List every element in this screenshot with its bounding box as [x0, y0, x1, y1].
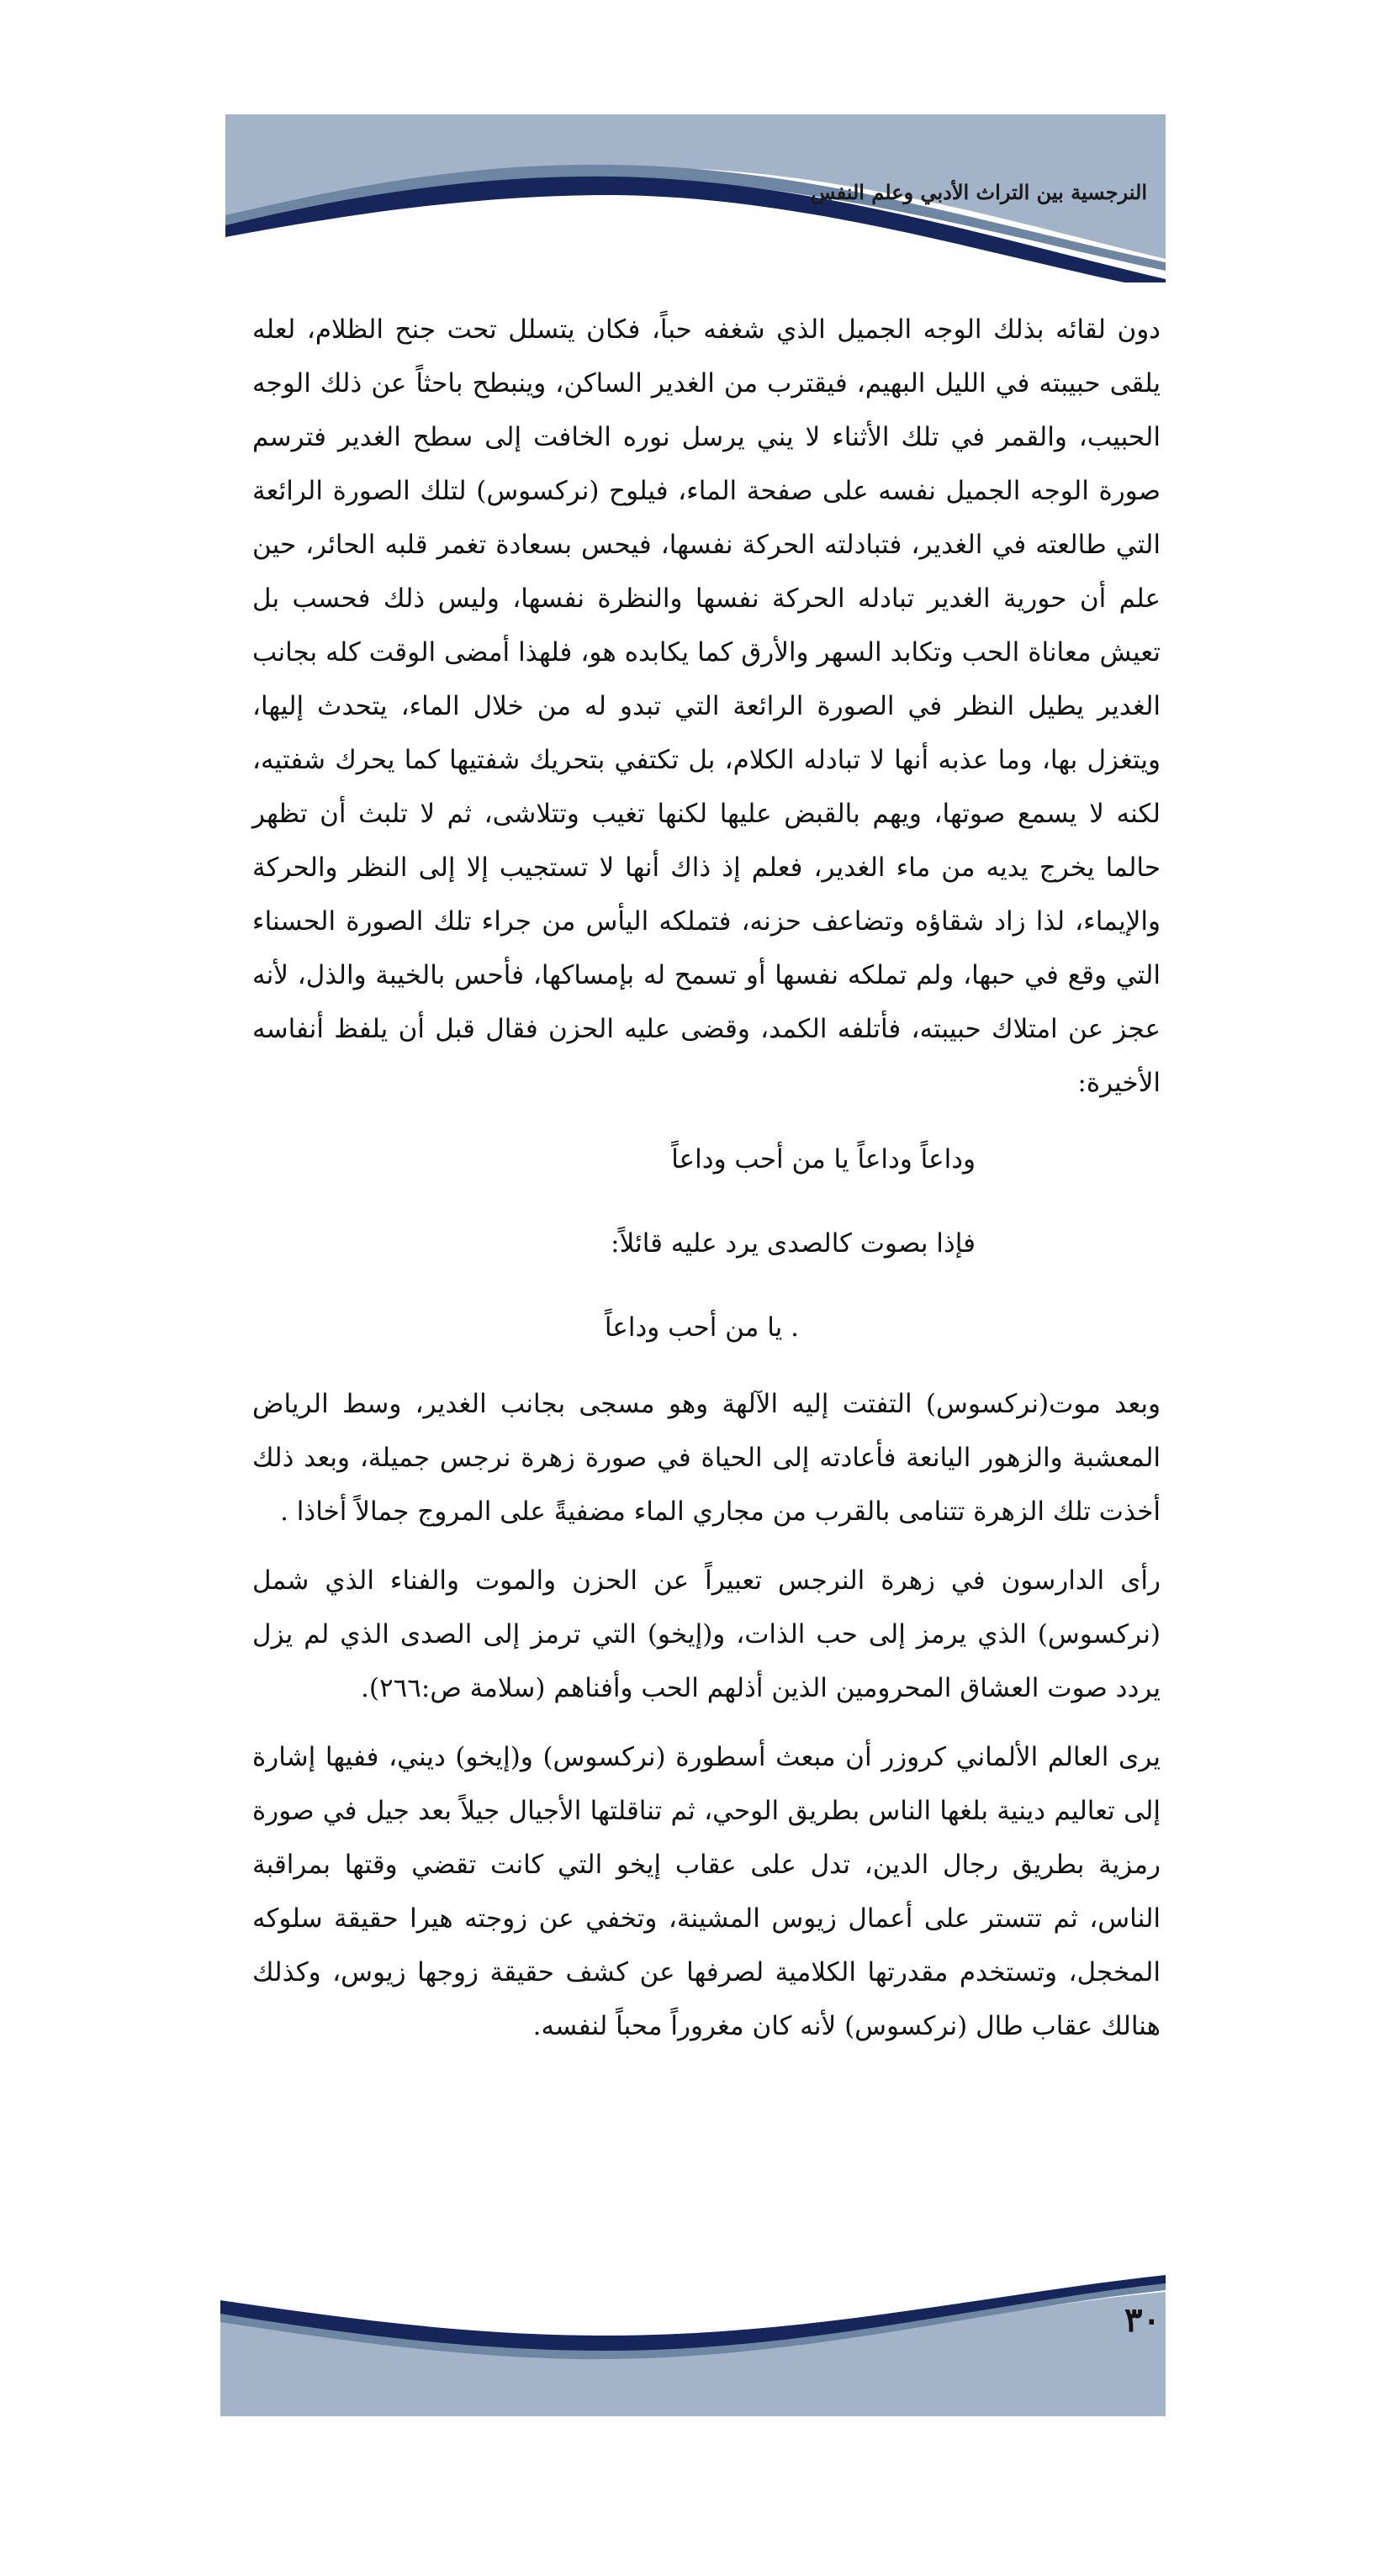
- footer-wave-band: [220, 2275, 1166, 2416]
- verse-line-3: . يا من أحب وداعاً: [604, 1312, 799, 1343]
- paragraph-1: دون لقائه بذلك الوجه الجميل الذي شغفه حباً، فكان يتسلل تحت جنح الظلام، لعله يلقى حبيبته في الليل البهيم، فيقترب من الغدير الساكن، وينبطح باحثاً عن ذلك الوجه الحبيب، والقمر في تلك الأثناء لا يني يرسل نوره الخافت إلى سطح الغدير فترسم صورة الوجه الجميل نفسه على صفحة الماء، فيلوح (نركسوس) لتلك الصورة الرائعة التي طالعته في الغدير، فتبادلته الحركة نفسها، فيحس بسعادة تغمر قلبه الحائر، حين علم أن حورية الغدير تبادله الحركة نفسها والنظرة نفسها، وليس ذلك فحسب بل تعيش معاناة الحب وتكابد السهر والأرق كما يكابده هو، فلهذا أمضى الوقت كله بجانب الغدير يطيل النظر في الصورة الرائعة التي تبدو له من خلال الماء، يتحدث إليها، ويتغزل بها، وما عذبه أنها لا تبادله الكلام، بل تكتفي بتحريك شفتيها كما يحرك شفتيه، لكنه لا يسمع صوتها، ويهم بالقبض عليها لكنها تغيب وتتلاشى، ثم لا تلبث أن تظهر حالما يخرج يديه من ماء الغدير، فعلم إذ ذاك أنها لا تستجيب إلا إلى النظر والحركة والإيماء، لذا زاد شقاؤه وتضاعف حزنه، فتملكه اليأس من جراء تلك الصورة الحسناء التي وقع في حبها، ولم تملكه نفسها أو تسمح له بإمساكها، فأحس بالخيبة والذل، لأنه عجز عن امتلاك حبيبته، فأتلفه الكمد، وقضى عليه الحزن فقال قبل أن يلفظ أنفاسه الأخيرة:: [252, 314, 1161, 1098]
- paragraph-2: وبعد موت(نركسوس) التفتت إليه الآلهة وهو مسجى بجانب الغدير، وسط الرياض المعشبة والزهور اليانعة فأعادته إلى الحياة في صورة زهرة نرجس جميلة، وبعد ذلك أخذت تلك الزهرة تتنامى بالقرب من مجاري الماء مضفيةً على المروج جمالاً أخاذا .: [252, 1389, 1161, 1527]
- paragraph-3: رأى الدارسون في زهرة النرجس تعبيراً عن الحزن والموت والفناء الذي شمل (نركسوس) الذي يرمز إلى حب الذات، و(إيخو) التي ترمز إلى الصدى الذي لم يزل يردد صوت العشاق المحرومين الذين أذلهم الحب وأفناهم (سلامة ص:٢٦٦).: [252, 1565, 1161, 1703]
- page-body: [252, 303, 1161, 2068]
- running-header-title: النرجسية بين التراث الأدبي وعلم النفس: [810, 180, 1147, 204]
- page-number: ٣٠: [1124, 2300, 1161, 2340]
- paragraph-4: يرى العالم الألماني كروزر أن مبعث أسطورة (نركسوس) و(إيخو) ديني، ففيها إشارة إلى تعاليم دينية بلغها الناس بطريق الوحي، ثم تناقلتها الأجيال جيلاً بعد جيل في صورة رمزية بطريق رجال الدين، تدل على عقاب إيخو التي كانت تقضي وقتها بمراقبة الناس، ثم تتستر على أعمال زيوس المشينة، وتخفي عن زوجته هيرا حقيقة سلوكه المخجل، وتستخدم مقدرتها الكلامية لصرفها عن كشف حقيقة زوجها زيوس، وكذلك هنالك عقاب طال (نركسوس) لأنه كان مغروراً محباً لنفسه.: [252, 1742, 1161, 2041]
- verse-line-1: وداعاً وداعاً يا من أحب وداعاً: [671, 1144, 976, 1175]
- verse-line-2: فإذا بصوت كالصدى يرد عليه قائلاً:: [611, 1228, 976, 1259]
